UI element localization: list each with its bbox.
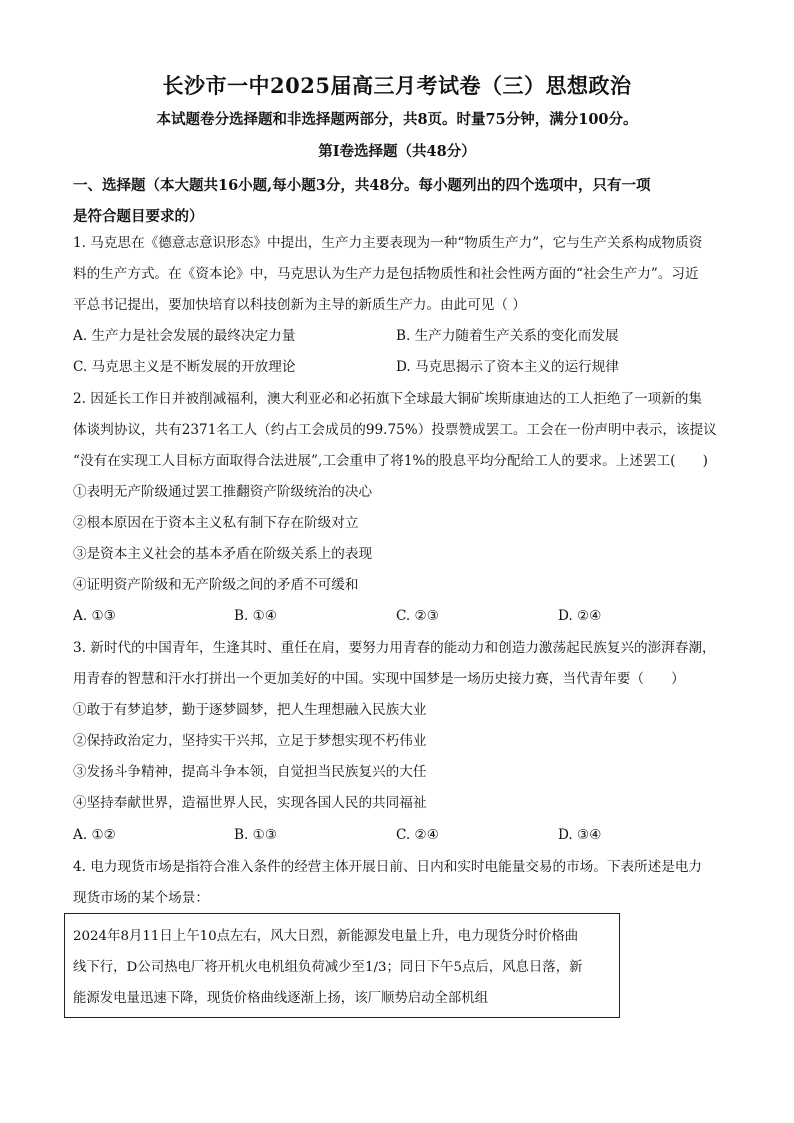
question-1-text: 平总书记提出，要加快培育以科技创新为主导的新质生产力。由此可见（ ） [73,297,526,313]
question-2-option-b[interactable]: B. ①④ [234,608,278,624]
question-3-statement: ④坚持奉献世界，造福世界人民，实现各国人民的共同福祉 [73,795,427,811]
question-2-statement: ③是资本主义社会的基本矛盾在阶级关系上的表现 [73,546,373,562]
page-title: 长沙市一中2025届高三月考试卷（三）思想政治 [162,73,632,98]
scenario-box [64,913,620,1018]
question-2-option-d[interactable]: D. ②④ [558,608,602,624]
question-2-text: 2. 因延长工作日并被削减福利，澳大利亚必和必拓旗下全球最大铜矿埃斯康迪达的工人拒绝了一项新的集 [73,391,703,407]
question-3-text: 3. 新时代的中国青年，生逢其时、重任在肩，要努力用青春的能动力和创造力激荡起民族复兴的澎湃春潮， [73,640,716,656]
question-3-statement: ③发扬斗争精神，提高斗争本领，自觉担当民族复兴的大任 [73,764,427,780]
part-heading: 第Ⅰ卷选择题（共48分） [318,143,476,160]
question-3-statement: ①敢于有梦追梦，勤于逐梦圆梦，把人生理想融入民族大业 [73,702,427,718]
question-3-option-c[interactable]: C. ②④ [396,827,439,843]
question-2-statement: ②根本原因在于资本主义私有制下存在阶级对立 [73,515,359,531]
question-2-option-c[interactable]: C. ②③ [396,608,439,624]
question-1-text: 料的生产方式。在《资本论》中，马克思认为生产力是包括物质性和社会性两方面的“社会生产力”。习近 [73,266,699,282]
question-1-option-c[interactable]: C. 马克思主义是不断发展的开放理论 [73,359,296,375]
scenario-text: 2024年8月11日上午10点左右，风大日烈，新能源发电量上升，电力现货分时价格曲 [73,929,579,944]
question-2-text: “没有在实现工人目标方面取得合法进展”,工会重申了将1%的股息平均分配给工人的要求。上述罢工( ) [73,453,708,469]
question-1-option-a[interactable]: A. 生产力是社会发展的最终决定力量 [73,328,296,344]
question-3-option-d[interactable]: D. ③④ [558,827,602,843]
question-3-statement: ②保持政治定力，坚持实干兴邦，立足于梦想实现不朽伟业 [73,733,427,749]
section-heading [73,170,733,232]
scenario-text: 能源发电量迅速下降，现货价格曲线逐渐上扬，该厂顺势启动全部机组 [73,991,489,1006]
question-3-option-b[interactable]: B. ①③ [234,827,278,843]
question-2-text: 体谈判协议，共有2371名工人（约占工会成员的99.75%）投票赞成罢工。工会在一份声明中表示，该提议 [73,422,717,438]
question-2-statement: ①表明无产阶级通过罢工推翻资产阶级统治的决心 [73,484,373,500]
section-heading-line: 一、选择题（本大题共16小题,每小题3分，共48分。每小题列出的四个选项中，只有一项 [73,177,651,194]
question-2-statement: ④证明资产阶级和无产阶级之间的矛盾不可缓和 [73,577,359,593]
scenario-text: 线下行，D公司热电厂将开机火电机组负荷减少至1/3；同日下午5点后，风息日落，新 [73,960,583,975]
question-3-option-a[interactable]: A. ①② [73,827,116,843]
question-4-text: 4. 电力现货市场是指符合准入条件的经营主体开展日前、日内和实时电能量交易的市场。下表所述是电力 [73,859,703,875]
question-4-text: 现货市场的某个场景： [73,890,209,906]
exam-instructions: 本试题卷分选择题和非选择题两部分，共8页。时量75分钟，满分100分。 [156,111,638,128]
question-1-option-b[interactable]: B. 生产力随着生产关系的变化而发展 [396,328,619,344]
question-3-text: 用青春的智慧和汗水打拼出一个更加美好的中国。实现中国梦是一场历史接力赛，当代青年要（ ） [73,671,685,687]
question-2-option-a[interactable]: A. ①③ [73,608,116,624]
question-1-text: 1. 马克思在《德意志意识形态》中提出，生产力主要表现为一种“物质生产力”，它与生产关系构成物质资 [73,235,703,251]
section-heading-line: 是符合题目要求的） [73,208,204,225]
question-1-option-d[interactable]: D. 马克思揭示了资本主义的运行规律 [396,359,619,375]
